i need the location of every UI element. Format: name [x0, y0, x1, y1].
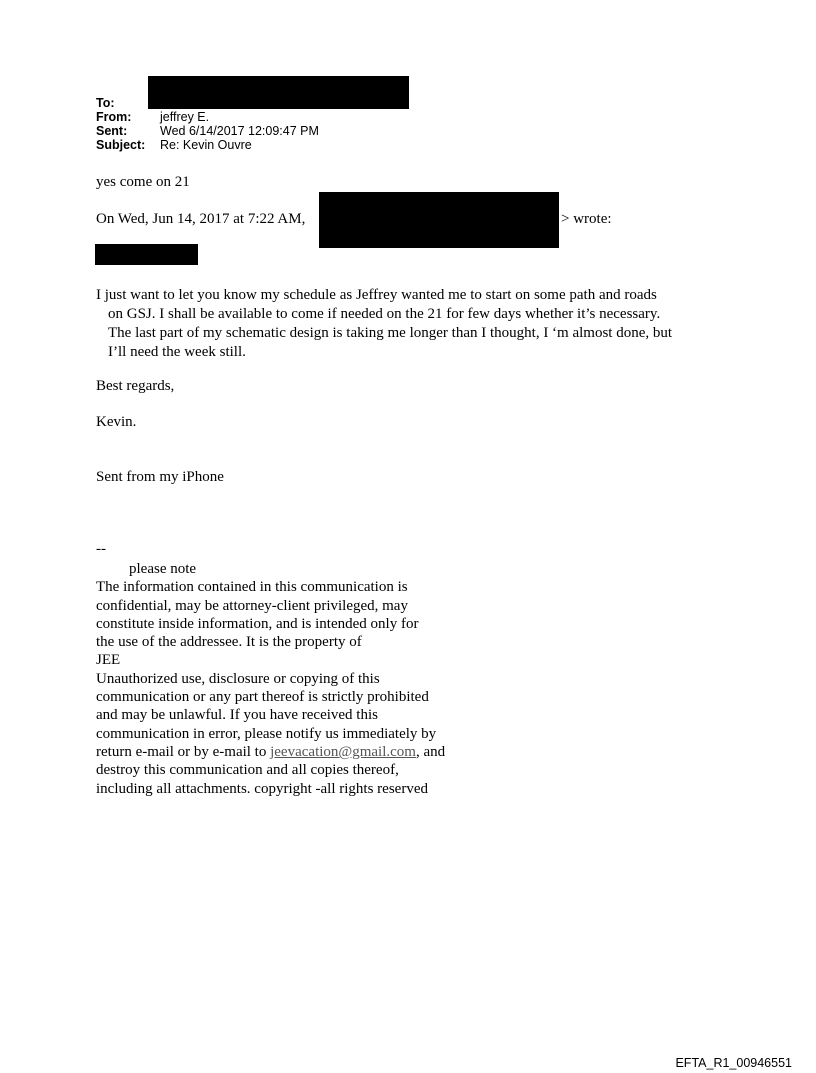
to-label: To: [96, 96, 115, 110]
message-line: I’ll need the week still. [108, 344, 246, 360]
sent-value: Wed 6/14/2017 12:09:47 PM [160, 124, 319, 138]
message-line: The last part of my schematic design is taking me longer than I thought, I ‘m almost done, but [108, 325, 673, 341]
redaction-to-recipient [148, 76, 409, 109]
disclaimer-line: destroy this communication and all copies thereof, [96, 762, 399, 779]
disclaimer-line: and may be unlawful. If you have received this [96, 707, 378, 724]
mobile-signature: Sent from my iPhone [96, 469, 224, 485]
disclaimer-contact-line [96, 743, 445, 761]
sent-label: Sent: [96, 124, 128, 138]
closing: Best regards, [96, 378, 175, 394]
redaction-sender-address [319, 192, 559, 248]
disclaimer-line: communication or any part thereof is strictly prohibited [96, 689, 429, 706]
disclaimer-line: confidential, may be attorney-client privileged, may [96, 597, 408, 614]
disclaimer-line: JEE [96, 652, 121, 669]
from-label: From: [96, 110, 132, 124]
sender-name: Kevin. [96, 414, 137, 430]
contact-email-link[interactable]: jeevacation@gmail.com [270, 743, 416, 760]
sent-row [96, 124, 456, 138]
subject-row [96, 138, 456, 152]
disclaimer-line: including all attachments. copyright -all rights reserved [96, 780, 428, 797]
signature-separator: -- [96, 541, 106, 557]
redaction-sender-name [95, 244, 198, 265]
document-id: EFTA_R1_00946551 [675, 1056, 792, 1070]
disclaimer-line: The information contained in this communication is [96, 579, 408, 596]
from-row [96, 110, 456, 124]
disclaimer-heading: please note [129, 561, 197, 577]
disclaimer-line: Unauthorized use, disclosure or copying of this [96, 670, 380, 687]
confidentiality-notice [96, 560, 445, 798]
subject-value: Re: Kevin Ouvre [160, 138, 252, 152]
disclaimer-line: the use of the addressee. It is the property of [96, 634, 362, 651]
quoted-message [96, 286, 716, 362]
disclaimer-contact-prefix: return e-mail or by e-mail to [96, 743, 271, 760]
message-line: on GSJ. I shall be available to come if needed on the 21 for few days whether it’s necessary. [108, 306, 661, 322]
disclaimer-line: communication in error, please notify us immediately by [96, 725, 437, 742]
disclaimer-line: constitute inside information, and is intended only for [96, 615, 419, 632]
reply-text: yes come on 21 [96, 174, 190, 190]
disclaimer-contact-suffix: , and [415, 743, 446, 760]
subject-label: Subject: [96, 138, 146, 152]
quote-intro-suffix: > wrote: [561, 211, 612, 227]
from-value: jeffrey E. [160, 110, 210, 124]
quote-intro-prefix: On Wed, Jun 14, 2017 at 7:22 AM, [96, 211, 306, 227]
message-line: I just want to let you know my schedule as Jeffrey wanted me to start on some path and roads [96, 287, 657, 303]
